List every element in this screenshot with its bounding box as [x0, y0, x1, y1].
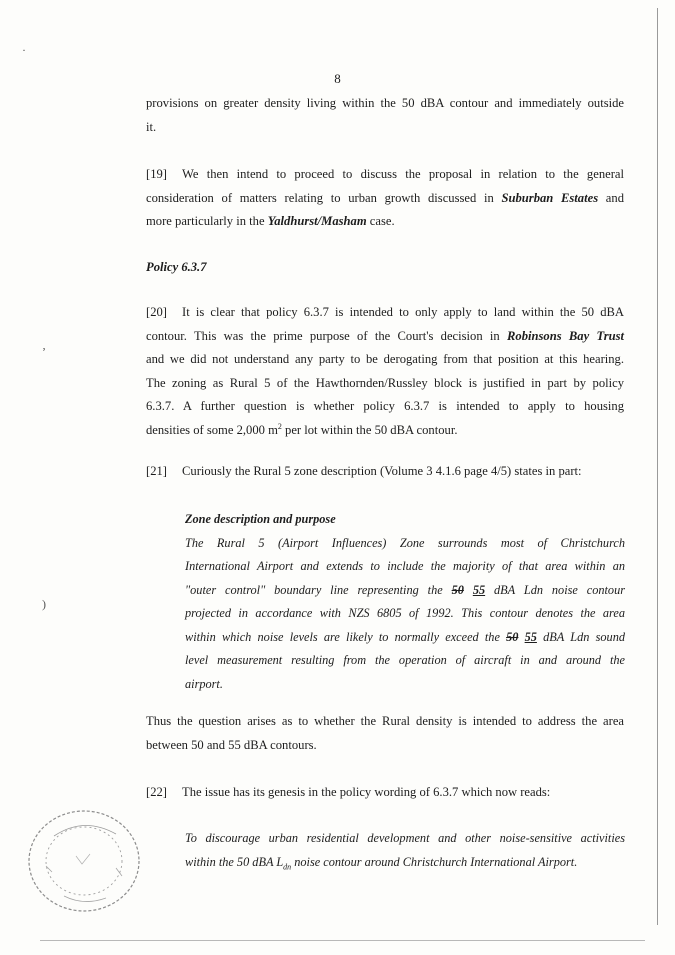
text-line: We then intend to proceed to discuss the proposal in relation to the general	[182, 167, 624, 181]
policy-wording-quote	[185, 827, 625, 874]
inserted-text: 55	[524, 629, 537, 644]
text-line: Thus the question arises as to whether the Rural density is intended to address the area	[146, 714, 624, 728]
quote-line: The Rural 5 (Airport Influences) Zone surrounds most of Christchurch	[185, 535, 625, 550]
paragraph-22	[146, 781, 624, 805]
text-line: provisions on greater density living within the 50 dBA contour and immediately outside	[146, 96, 624, 110]
inserted-text: 55	[472, 582, 486, 597]
scan-speck: ʼ	[42, 345, 46, 359]
policy-heading-block	[146, 256, 624, 280]
paragraph-number: [21]	[146, 464, 167, 478]
quote-line: within the 50 dBA L	[185, 854, 284, 869]
text-line: contour. This was the prime purpose of the Court's decision in	[146, 328, 507, 343]
continuation-paragraph	[146, 92, 624, 139]
text-line: The issue has its genesis in the policy wording of 6.3.7 which now reads:	[182, 785, 551, 799]
quote-line: projected in accordance with NZS 6805 of 1992. This contour denotes the area	[185, 606, 625, 620]
text-line: It is clear that policy 6.3.7 is intended to only apply to land within the 50 dBA	[182, 305, 624, 319]
case-name: Yaldhurst/Masham	[267, 214, 367, 228]
paragraph-20	[146, 301, 624, 442]
text-line: densities of some 2,000 m	[146, 422, 278, 437]
scan-bottom-line	[40, 940, 645, 941]
paragraph-number: [22]	[146, 785, 167, 799]
text-line: per lot within the 50 dBA contour.	[281, 422, 458, 437]
quote-line: level measurement resulting from the operation of aircraft in and around the	[185, 653, 625, 667]
text-line: it.	[146, 119, 157, 134]
quote-line: International Airport and extends to include the majority of that area within an	[185, 559, 625, 573]
text-line: Curiously the Rural 5 zone description (Volume 3 4.1.6 page 4/5) states in part:	[182, 464, 582, 478]
quote-line: noise contour around Christchurch International Airport.	[291, 854, 578, 869]
subscript: dn	[283, 861, 292, 871]
superscript: 2	[277, 421, 282, 431]
quote-line: "outer control" boundary line representing the	[185, 582, 452, 597]
quote-line: To discourage urban residential development and other noise-sensitive activities	[185, 831, 625, 845]
text-line: consideration of matters relating to urban growth discussed in	[146, 190, 502, 205]
text-line: and	[598, 190, 624, 205]
page-number: 8	[334, 71, 341, 86]
paragraph-number: [19]	[146, 167, 167, 181]
paragraph-number: [20]	[146, 305, 167, 319]
scan-edge-line	[657, 8, 658, 925]
scan-speck: )	[42, 597, 46, 611]
paragraph-after-quote	[146, 710, 624, 757]
case-name: Robinsons Bay Trust	[507, 328, 624, 343]
deleted-text: 50	[451, 582, 464, 597]
case-name: Suburban Estates	[501, 190, 599, 205]
section-heading: Policy 6.3.7	[146, 260, 207, 274]
quote-line: dBA Ldn sound	[536, 629, 626, 644]
text-line: between 50 and 55 dBA contours.	[146, 737, 317, 752]
quote-line: dBA Ldn noise contour	[485, 582, 626, 597]
text-line: 6.3.7. A further question is whether policy 6.3.7 is intended to apply to housing	[146, 399, 624, 413]
paragraph-21	[146, 460, 624, 484]
deleted-text: 50	[506, 629, 519, 644]
paragraph-19	[146, 163, 624, 234]
text-line: case.	[366, 214, 395, 228]
zone-description-quote	[185, 508, 625, 696]
quote-heading: Zone description and purpose	[185, 512, 336, 526]
scan-speck: ·	[22, 43, 26, 57]
text-line: and we did not understand any party to be derogating from that position at this hearing.	[146, 352, 624, 366]
text-line: The zoning as Rural 5 of the Hawthornden/Russley block is justified in part by policy	[146, 375, 624, 390]
quote-line: within which noise levels are likely to normally exceed the	[185, 629, 507, 644]
quote-line: airport.	[185, 676, 223, 691]
text-line: more particularly in the	[146, 214, 268, 228]
court-seal-stamp	[24, 806, 144, 916]
